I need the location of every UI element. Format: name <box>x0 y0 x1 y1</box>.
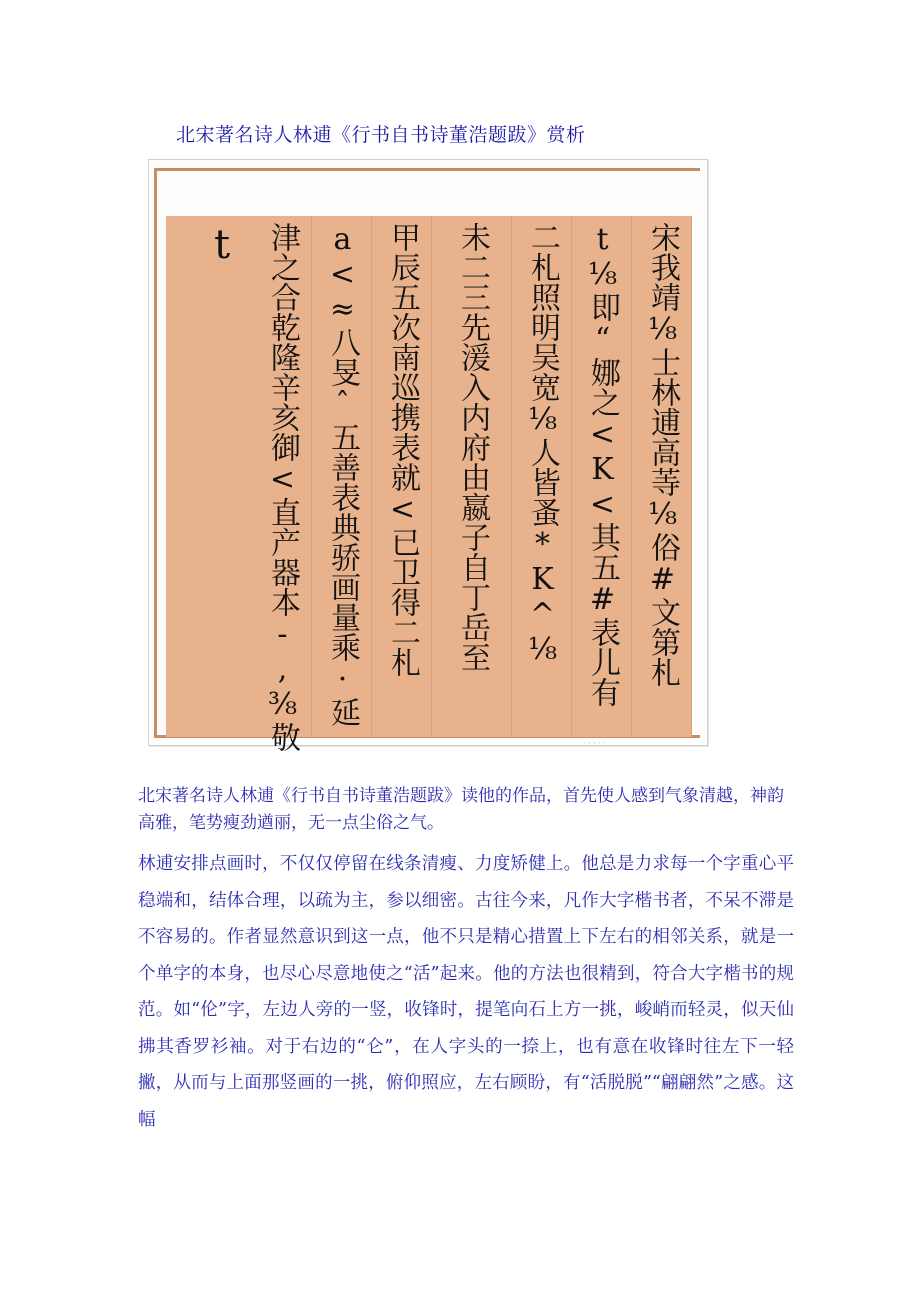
calligraphy-column-1 <box>633 216 692 737</box>
body-paragraph: 林逋安排点画时，不仅仅停留在线条清瘦、力度矫健上。他总是力求每一个字重心平稳端和，结体合理，以疏为主，参以细密。古往今来，凡作大字楷书者，不呆不滞是不容易的。作者显然意识到这一点，他不只是精心措置上下左右的相邻关系，就是一个单字的本身，也尽心尽意地使之“活”起来。他的方法也很精到，符合大字楷书的规范。如“伦”字，左边人旁的一竖，收锋时，提笔向石上方一挑，峻峭而轻灵，似天仙拂其香罗衫袖。对于右边的“仑”，在人字头的一捺上，也有意在收锋时往左下一轻撇，从而与上面那竖画的一挑，俯仰照应，左右顾盼，有“活脱脱”“翩翩然”之感。这幅 <box>138 854 794 1130</box>
column-text-1: 宋我靖⅛士林逋高䓁⅛俗#文第札 <box>645 222 680 687</box>
intro-paragraph: 北宋著名诗人林逋《行书自书诗董浩题跋》读他的作品，首先使人感到气象清越，神韵高雅，笔势瘦劲遒丽，无一点尘俗之气。 <box>138 786 784 833</box>
calligraphy-column-6 <box>313 216 372 737</box>
article-title: 北宋著名诗人林逋《行书自书诗董浩题跋》赏析 <box>176 124 586 146</box>
column-text-8: t <box>199 222 245 268</box>
calligraphy-column-5 <box>373 216 432 737</box>
frame-edge-top <box>154 168 700 171</box>
calligraphy-column-3 <box>513 216 572 737</box>
calligraphy-column-7 <box>253 216 312 752</box>
calligraphy-column-2 <box>573 216 632 737</box>
column-text-4: 未二三先湲入内府由嬴子自丁岳至 <box>455 222 490 672</box>
frame-edge-left <box>154 168 157 736</box>
column-text-2: t⅛即“娜之<K<其五#表儿有 <box>585 222 620 707</box>
column-text-5: 甲辰五次南巡携表就<已卫得二札 <box>385 222 420 677</box>
calligraphy-column-8 <box>193 216 251 737</box>
calligraphy-panel <box>166 216 691 752</box>
image-caption: · · · · · <box>583 739 606 748</box>
column-text-3: 二札照明吴宽⅛人皆蚤*K^⅛ <box>525 222 560 667</box>
column-text-7: 津之合乾隆辛亥御<直产器本-,⅜敬 <box>265 222 300 752</box>
calligraphy-column-4 <box>433 216 512 737</box>
column-text-6: a<≈八旻ˆ五善表典骄画量乘·延 <box>325 222 360 727</box>
